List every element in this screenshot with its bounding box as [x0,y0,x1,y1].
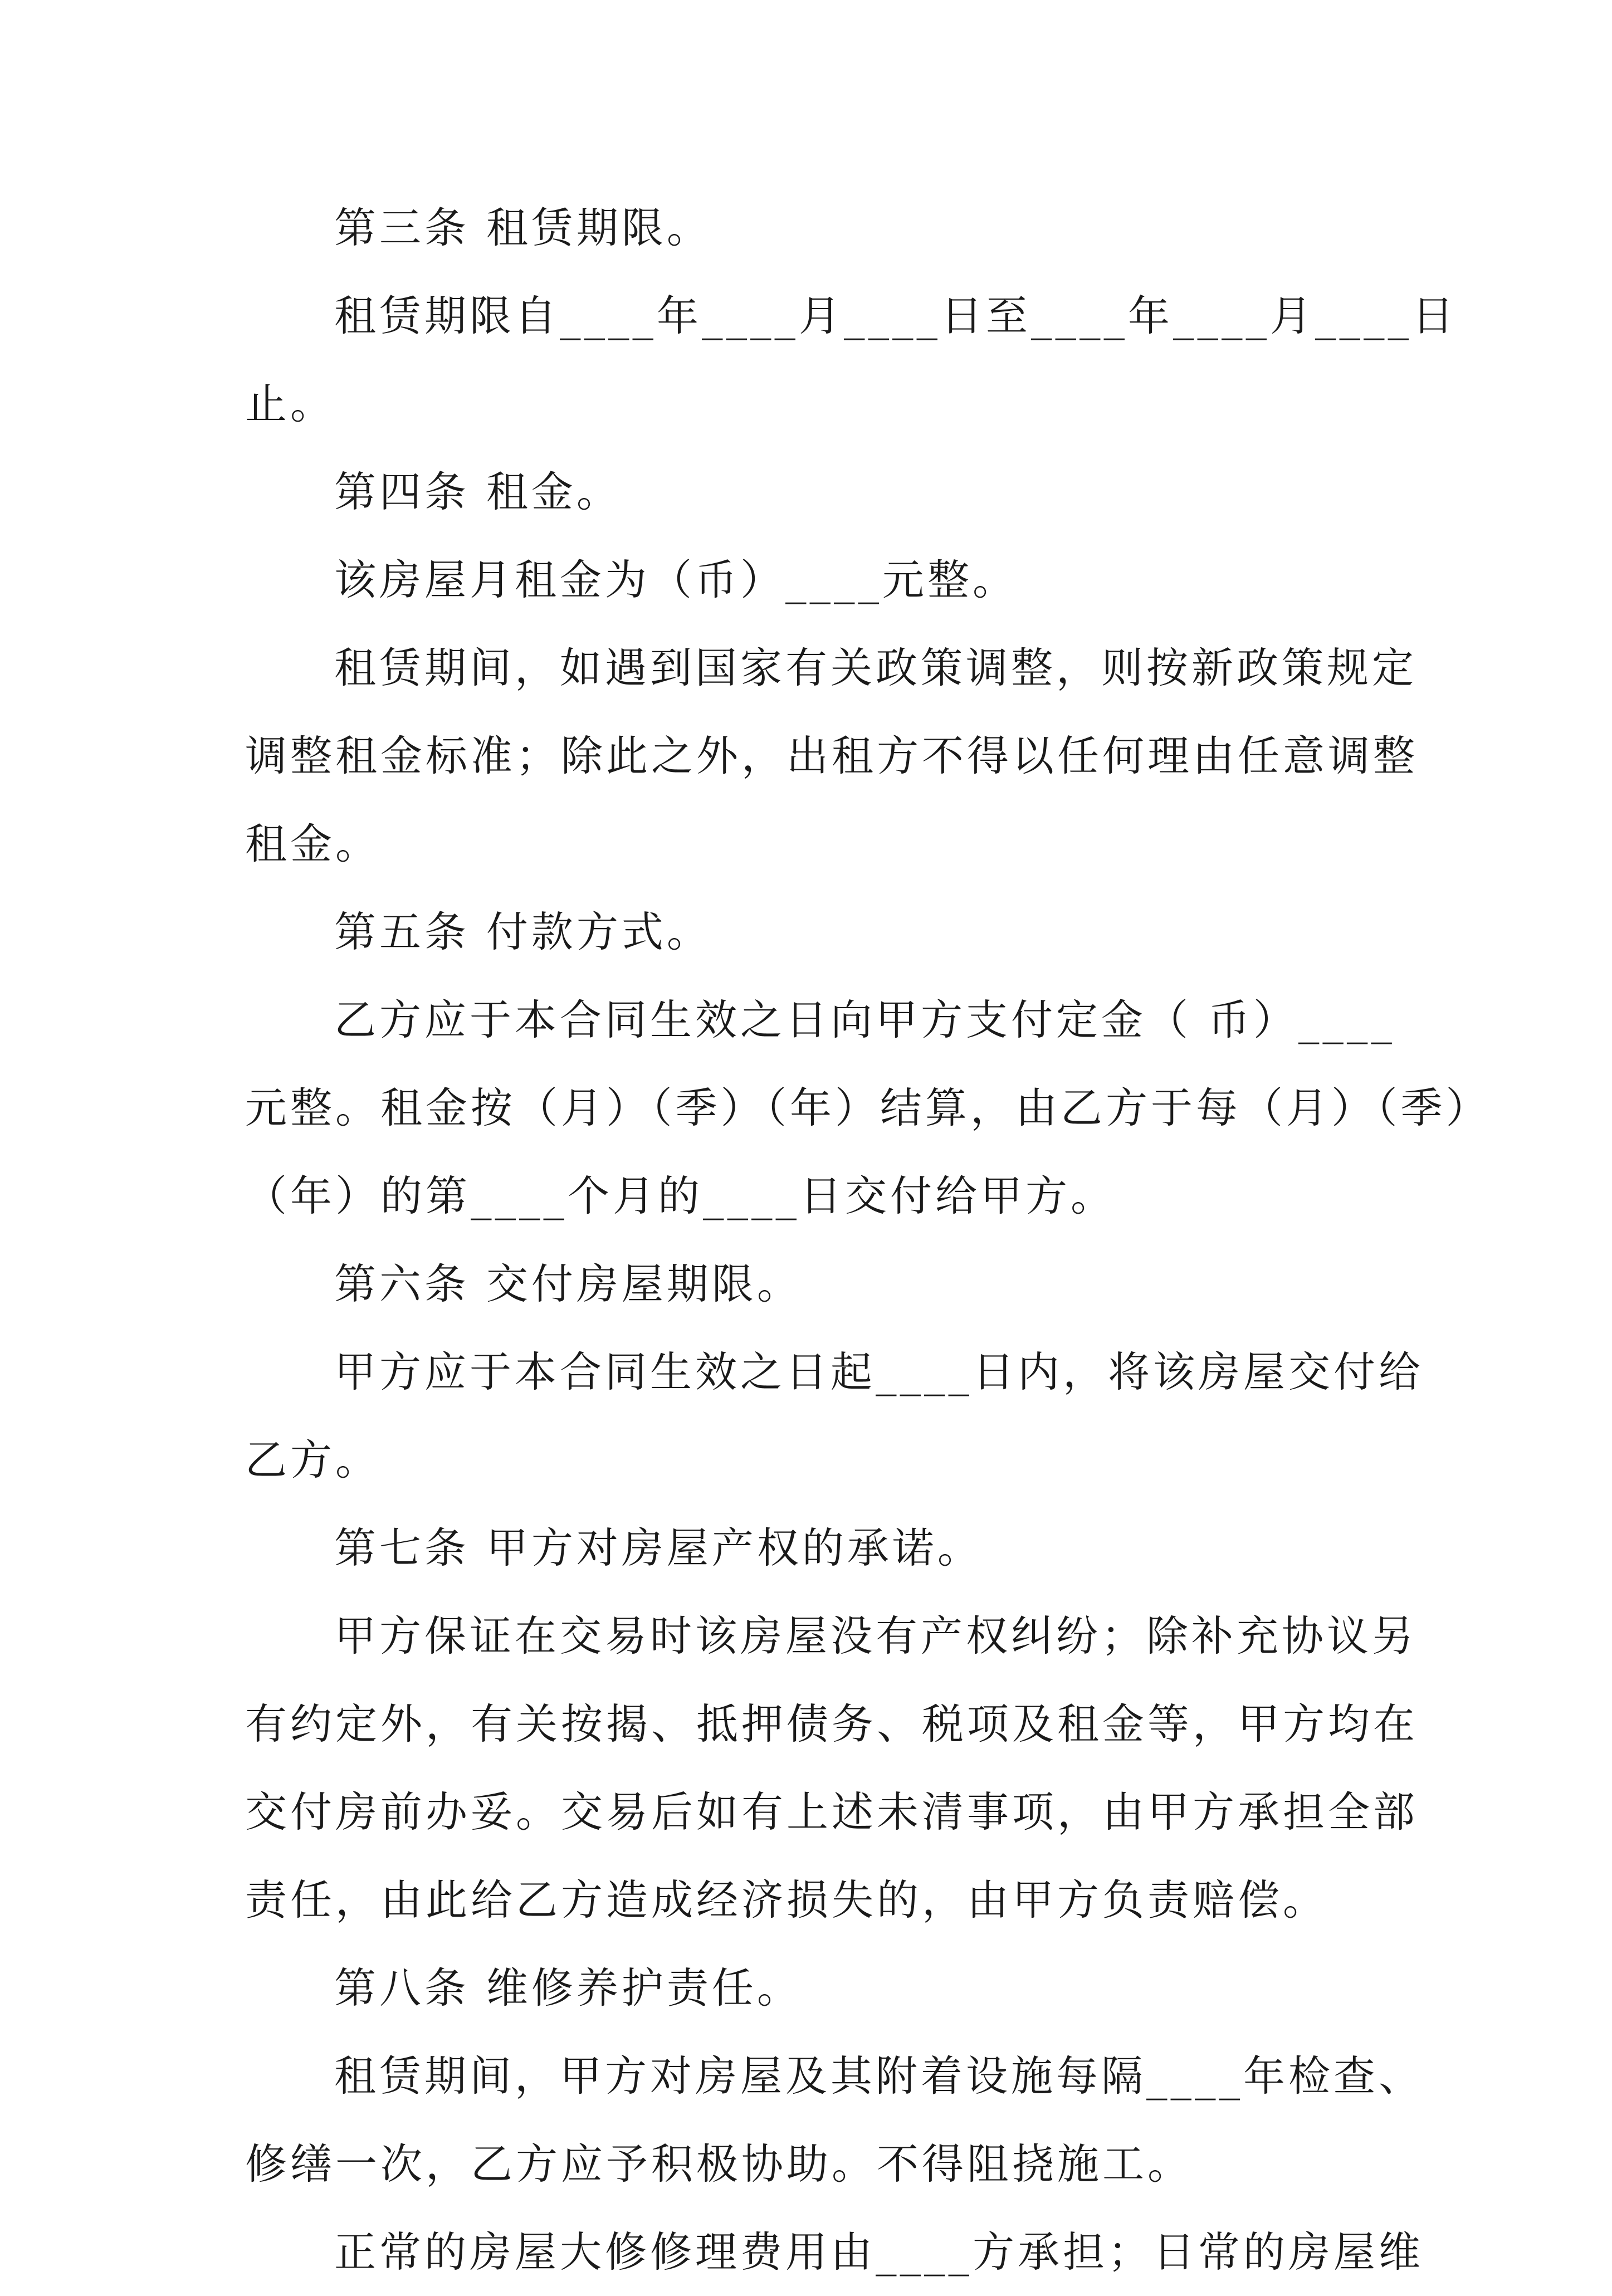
article-8-text-line: 正常的房屋大修修理费用由____方承担；日常的房屋维 [334,2227,1424,2277]
article-7-text-line: 甲方保证在交易时该房屋没有产权纠纷；除补充协议另 [334,1611,1418,1660]
article-3-text-line: 止。 [245,379,336,428]
article-4-text-line: 该房屋月租金为（币）____元整。 [334,555,1018,604]
article-5-heading: 第五条 付款方式。 [334,907,712,956]
article-8-text-line: 修缮一次，乙方应予积极协助。不得阻挠施工。 [245,2139,1193,2188]
article-7-text-line: 责任，由此给乙方造成经济损失的，由甲方负责赔偿。 [245,1875,1328,1924]
article-5-text-line: 乙方应于本合同生效之日向甲方支付定金（ 币）____ [334,995,1395,1044]
document-body [245,184,1491,2296]
article-4-text-line: 租赁期间，如遇到国家有关政策调整，则按新政策规定 [334,643,1418,692]
article-6-text-line: 甲方应于本合同生效之日起____日内，将该房屋交付给 [334,1347,1424,1396]
article-3-text-line: 租赁期限自____年____月____日至____年____月____日 [334,291,1458,340]
article-7-heading: 第七条 甲方对房屋产权的承诺。 [334,1523,983,1572]
article-6-text-line: 乙方。 [245,1435,381,1484]
article-5-text-line: 元整。租金按（月）（季）（年）结算，由乙方于每（月）（季） [245,1083,1491,1132]
article-4-text-line: 调整租金标准；除此之外，出租方不得以任何理由任意调整 [245,731,1419,780]
article-7-text-line: 有约定外，有关按揭、抵押债务、税项及租金等，甲方均在 [245,1699,1419,1748]
article-3-heading: 第三条 租赁期限。 [334,203,712,252]
article-6-heading: 第六条 交付房屋期限。 [334,1259,802,1308]
article-8-text-line: 租赁期间，甲方对房屋及其附着设施每隔____年检查、 [334,2051,1424,2100]
article-4-heading: 第四条 租金。 [334,467,622,516]
article-5-text-line: （年）的第____个月的____日交付给甲方。 [245,1171,1116,1220]
article-7-text-line: 交付房前办妥。交易后如有上述未清事项，由甲方承担全部 [245,1787,1419,1836]
article-8-heading: 第八条 维修养护责任。 [334,1963,802,2012]
article-4-text-line: 租金。 [245,819,381,868]
